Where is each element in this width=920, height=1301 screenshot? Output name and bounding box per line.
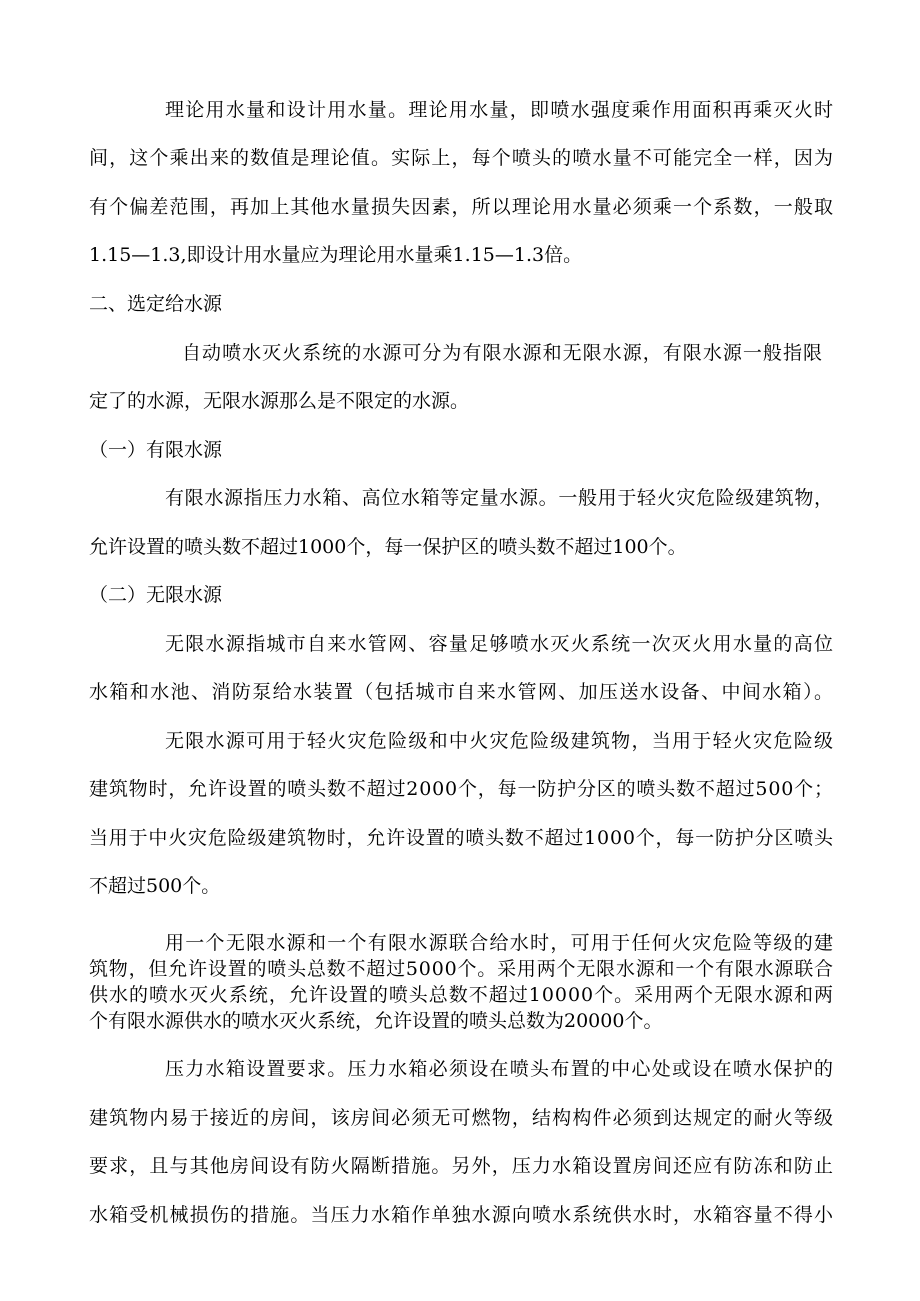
text-line: 无限水源可用于轻火灾危险级和中火灾危险级建筑物，当用于轻火灾危险级 xyxy=(165,730,835,752)
text-line: 要求，且与其他房间设有防火隔断措施。另外，压力水箱设置房间还应有防冻和防止 xyxy=(89,1155,835,1177)
text-line: 有个偏差范围，再加上其他水量损失因素，所以理论用水量必须乘一个系数，一般取 xyxy=(89,196,835,218)
text-line: 不超过500个。 xyxy=(89,875,221,897)
text-line: 当用于中火灾危险级建筑物时，允许设置的喷头数不超过1000个，每一防护分区喷头 xyxy=(89,827,834,849)
text-line: 定了的水源，无限水源那么是不限定的水源。 xyxy=(89,390,470,412)
text-line: 个有限水源供水的喷水灭火系统，允许设置的喷头总数为20000个。 xyxy=(89,1010,663,1032)
section-heading-select-water-source: 二、选定给水源 xyxy=(89,293,223,315)
text-line: 水箱和水池、消防泵给水装置（包括城市自来水管网、加压送水设备、中间水箱）。 xyxy=(89,681,835,703)
text-line: 建筑物内易于接近的房间，该房间必须无可燃物，结构构件必须到达规定的耐火等级 xyxy=(89,1107,835,1129)
text-line: 压力水箱设置要求。压力水箱必须设在喷头布置的中心处或设在喷水保护的 xyxy=(165,1058,835,1080)
text-line: 自动喷水灭火系统的水源可分为有限水源和无限水源，有限水源一般指限 xyxy=(182,342,824,364)
text-line: 筑物，但允许设置的喷头总数不超过5000个。采用两个无限水源和一个有限水源联合 xyxy=(89,958,834,980)
subheading-unlimited-water-source: （二）无限水源 xyxy=(89,584,223,606)
text-line: 无限水源指城市自来水管网、容量足够喷水灭火系统一次灭火用水量的高位 xyxy=(165,633,835,655)
text-line: 水箱受机械损伤的措施。当压力水箱作单独水源向喷水系统供水时，水箱容量不得小 xyxy=(89,1204,835,1226)
text-line: 供水的喷水灭火系统，允许设置的喷头总数不超过10000个。采用两个无限水源和两 xyxy=(89,984,834,1006)
text-line: 有限水源指压力水箱、高位水箱等定量水源。一般用于轻火灾危险级建筑物， xyxy=(165,487,834,509)
subheading-limited-water-source: （一）有限水源 xyxy=(89,439,223,461)
text-line: 理论用水量和设计用水量。理论用水量，即喷水强度乘作用面积再乘灭火时 xyxy=(165,99,835,121)
text-line: 1.15—1.3,即设计用水量应为理论用水量乘1.15—1.3倍。 xyxy=(89,244,583,266)
text-line: 间，这个乘出来的数值是理论值。实际上，每个喷头的喷水量不可能完全一样，因为 xyxy=(89,147,835,169)
text-line: 用一个无限水源和一个有限水源联合给水时，可用于任何火灾危险等级的建 xyxy=(165,932,835,954)
text-line: 允许设置的喷头数不超过1000个，每一保护区的喷头数不超过100个。 xyxy=(89,536,687,558)
text-line: 建筑物时，允许设置的喷头数不超过2000个，每一防护分区的喷头数不超过500个； xyxy=(89,778,834,800)
